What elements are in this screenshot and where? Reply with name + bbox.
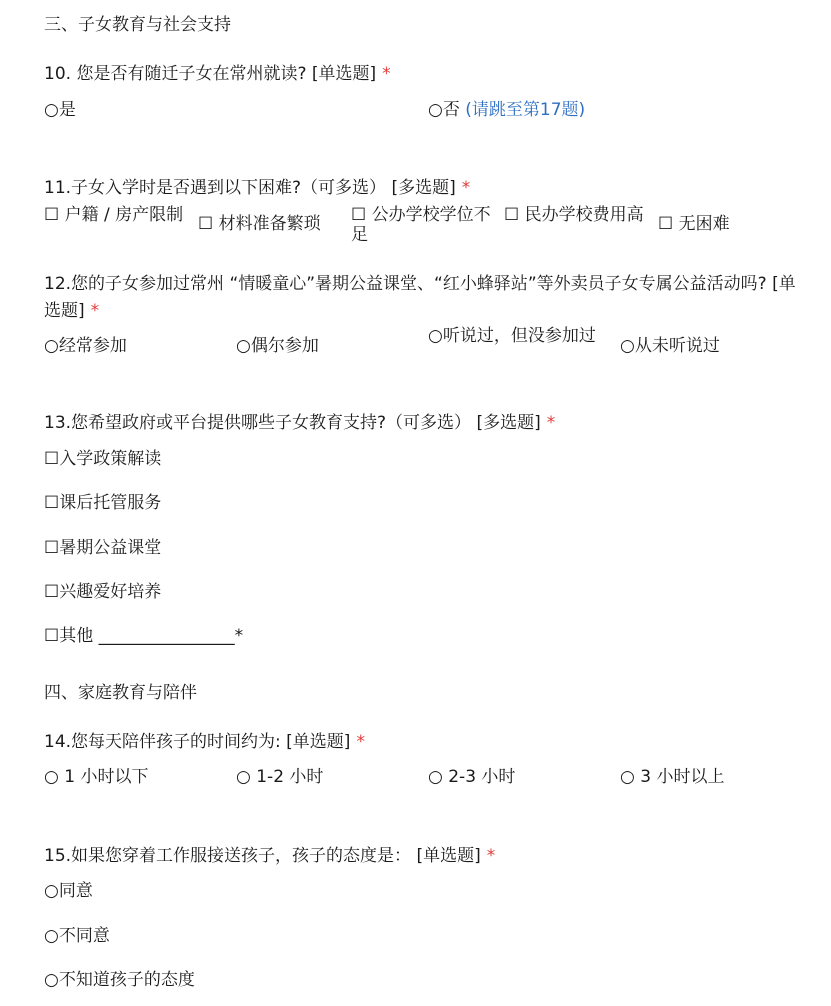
- q14-option-over-3h[interactable]: ○ 3 小时以上: [620, 767, 725, 787]
- question-12: [44, 271, 800, 325]
- q15-option-agree[interactable]: ○同意: [44, 881, 93, 901]
- question-13-text: 13.您希望政府或平台提供哪些子女教育支持?（可多选） [多选题]: [44, 413, 541, 433]
- q10-option-yes[interactable]: ○是: [44, 100, 76, 120]
- question-10: [44, 63, 391, 85]
- q10-option-no[interactable]: [428, 100, 585, 120]
- q11-option-hukou[interactable]: ☐ 户籍 / 房产限制: [44, 205, 184, 225]
- q14-option-2-3h[interactable]: ○ 2-3 小时: [428, 767, 516, 787]
- q12-option-sometimes[interactable]: ○偶尔参加: [236, 336, 319, 356]
- q10-jump-note: (请跳至第17题): [465, 100, 586, 120]
- question-15-text: 15.如果您穿着工作服接送孩子，孩子的态度是： [单选题]: [44, 846, 481, 866]
- q12-option-never[interactable]: ○从未听说过: [620, 336, 720, 356]
- q12-option-heard[interactable]: ○听说过，但没参加过: [428, 326, 596, 346]
- required-asterisk: *: [90, 301, 100, 321]
- question-11-text: 11.子女入学时是否遇到以下困难?（可多选） [多选题]: [44, 178, 456, 198]
- q11-option-private-fees[interactable]: ☐ 民办学校费用高: [504, 205, 644, 225]
- q14-option-under-1h[interactable]: ○ 1 小时以下: [44, 767, 149, 787]
- q13-option-other[interactable]: ☐其他 ________________*: [44, 626, 244, 646]
- question-15: [44, 845, 495, 867]
- q13-option-after-school[interactable]: ☐课后托管服务: [44, 493, 162, 513]
- question-10-text: 10. 您是否有随迁子女在常州就读? [单选题]: [44, 64, 377, 84]
- q11-option-materials[interactable]: ☐ 材料准备繁琐: [198, 214, 321, 234]
- q13-option-summer-class[interactable]: ☐暑期公益课堂: [44, 538, 162, 558]
- q11-option-none[interactable]: ☐ 无困难: [658, 214, 730, 234]
- question-14: [44, 731, 365, 753]
- required-asterisk: *: [382, 64, 391, 84]
- q10-option-no-label: ○否: [428, 100, 460, 120]
- q15-option-disagree[interactable]: ○不同意: [44, 926, 110, 946]
- q12-option-often[interactable]: ○经常参加: [44, 336, 127, 356]
- required-asterisk: *: [356, 732, 365, 752]
- q13-option-hobbies[interactable]: ☐兴趣爱好培养: [44, 582, 162, 602]
- question-11: [44, 177, 470, 199]
- q13-option-policy[interactable]: ☐入学政策解读: [44, 449, 162, 469]
- question-13: [44, 412, 555, 434]
- question-14-text: 14.您每天陪伴孩子的时间约为: [单选题]: [44, 732, 351, 752]
- required-asterisk: *: [461, 178, 471, 198]
- q14-option-1-2h[interactable]: ○ 1-2 小时: [236, 767, 324, 787]
- question-12-text: 12.您的子女参加过常州 “情暖童心”暑期公益课堂、“红小蜂驿站”等外卖员子女专属公益活动吗? [单选题]: [44, 274, 796, 321]
- required-asterisk: *: [546, 413, 556, 433]
- q15-option-unknown[interactable]: ○不知道孩子的态度: [44, 970, 195, 990]
- section-title-3: 三、子女教育与社会支持: [44, 15, 231, 35]
- section-title-4: 四、家庭教育与陪伴: [44, 683, 197, 703]
- required-asterisk: *: [486, 846, 496, 866]
- q11-option-public-school[interactable]: ☐ 公办学校学位不足: [351, 205, 491, 245]
